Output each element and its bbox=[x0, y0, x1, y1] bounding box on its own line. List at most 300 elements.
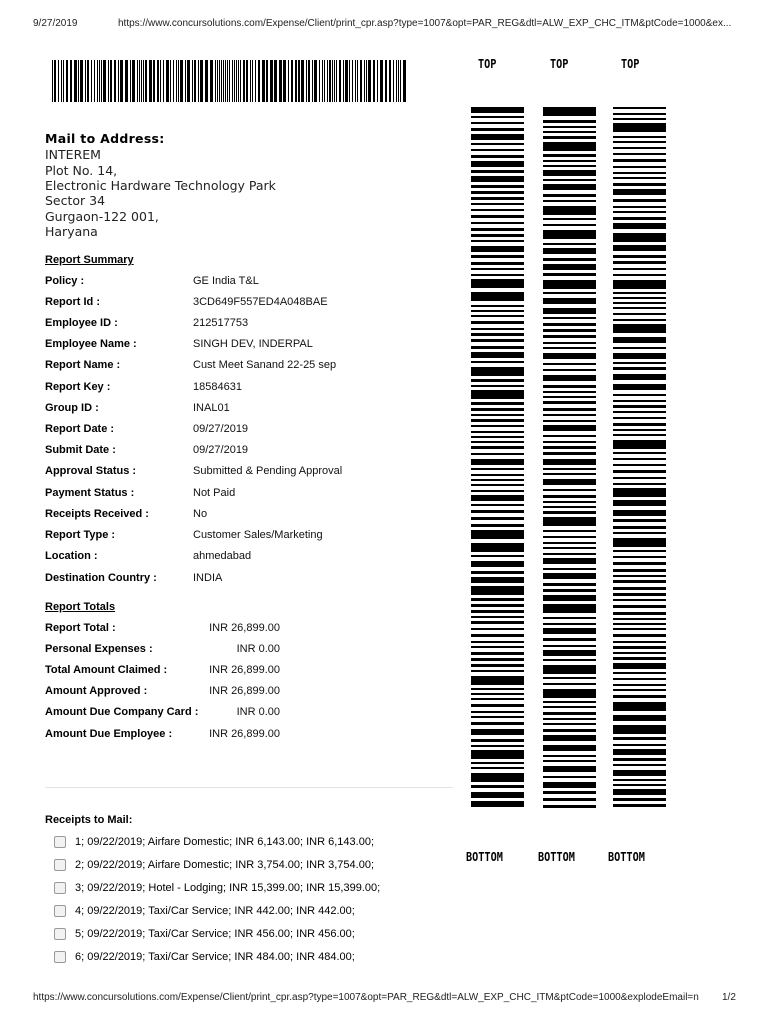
totals-value: INR 0.00 bbox=[236, 706, 280, 718]
barcode-bar bbox=[543, 154, 596, 157]
barcode-bar bbox=[543, 589, 596, 592]
barcode-bar bbox=[471, 292, 524, 301]
barcode-bar bbox=[613, 452, 666, 454]
barcode-bar bbox=[543, 506, 596, 508]
barcode-bar bbox=[613, 245, 666, 251]
barcode-bar bbox=[543, 558, 596, 564]
summary-value: 3CD649F557ED4A048BAE bbox=[193, 296, 328, 308]
barcode-bar bbox=[192, 60, 193, 102]
barcode-bar bbox=[471, 504, 524, 506]
barcode-bar bbox=[471, 658, 524, 661]
barcode-bar bbox=[471, 240, 524, 242]
barcode-bar bbox=[471, 616, 524, 618]
barcode-bar bbox=[471, 698, 524, 700]
barcode-bar bbox=[229, 60, 230, 102]
receipt-item bbox=[54, 859, 374, 871]
totals-value: INR 0.00 bbox=[236, 643, 280, 655]
barcode-bar bbox=[80, 60, 83, 102]
barcode-bar bbox=[471, 621, 524, 624]
barcode-bar bbox=[613, 417, 666, 419]
barcode-bar bbox=[403, 60, 406, 102]
barcode-bar bbox=[613, 562, 666, 565]
barcode-bar bbox=[543, 689, 596, 698]
barcode-bar bbox=[279, 60, 282, 102]
barcode-bar bbox=[380, 60, 383, 102]
barcode-bar bbox=[252, 60, 253, 102]
summary-value: Not Paid bbox=[193, 487, 236, 499]
receipt-checkbox[interactable] bbox=[54, 836, 66, 848]
receipt-checkbox[interactable] bbox=[54, 859, 66, 871]
barcode-bar bbox=[471, 203, 524, 205]
barcode-bar bbox=[543, 170, 596, 176]
barcode-bar bbox=[70, 60, 72, 102]
summary-value: 18584631 bbox=[193, 381, 242, 393]
barcode-bar bbox=[613, 113, 666, 115]
barcode-bar bbox=[613, 297, 666, 299]
barcode-bar bbox=[180, 60, 183, 102]
barcode-bar bbox=[471, 431, 524, 433]
barcode-bar bbox=[471, 510, 524, 513]
summary-label: Payment Status : bbox=[45, 487, 135, 499]
barcode-bar bbox=[471, 116, 524, 118]
barcode-bar bbox=[613, 199, 666, 202]
barcode-bottom-label: BOTTOM bbox=[466, 850, 503, 864]
barcode-bar bbox=[471, 279, 524, 288]
receipt-checkbox[interactable] bbox=[54, 905, 66, 917]
barcode-bar bbox=[543, 353, 596, 359]
barcode-bar bbox=[471, 604, 524, 607]
barcode-bar bbox=[471, 750, 524, 759]
barcode-bar bbox=[471, 767, 524, 769]
barcode-bar bbox=[471, 453, 524, 455]
barcode-bar bbox=[543, 547, 596, 549]
barcode-bar bbox=[389, 60, 391, 102]
barcode-bar bbox=[613, 280, 666, 289]
barcode-bar bbox=[471, 255, 524, 258]
barcode-bar bbox=[471, 379, 524, 382]
barcode-bar bbox=[613, 268, 666, 270]
barcode-bar bbox=[205, 60, 208, 102]
summary-label: Destination Country : bbox=[45, 572, 157, 584]
barcode-bar bbox=[471, 634, 524, 637]
barcode-bar bbox=[613, 374, 666, 380]
barcode-bar bbox=[613, 183, 666, 186]
barcode-top-label: TOP bbox=[550, 57, 569, 71]
barcode-bar bbox=[471, 234, 524, 237]
summary-label: Report Date : bbox=[45, 423, 115, 435]
barcode-bar bbox=[471, 246, 524, 252]
barcode-bar bbox=[349, 60, 350, 102]
summary-label: Report Name : bbox=[45, 359, 121, 371]
barcode-bar bbox=[613, 556, 666, 558]
barcode-bar bbox=[471, 543, 524, 552]
barcode-bar bbox=[613, 206, 666, 208]
barcode-bar bbox=[613, 569, 666, 572]
barcode-bar bbox=[132, 60, 135, 102]
barcode-bar bbox=[185, 60, 186, 102]
barcode-bar bbox=[471, 209, 524, 211]
barcode-bar bbox=[63, 60, 64, 102]
barcode-bar bbox=[238, 60, 239, 102]
barcode-bar bbox=[471, 134, 524, 140]
barcode-bar bbox=[471, 577, 524, 583]
barcode-bar bbox=[471, 490, 524, 492]
barcode-bar bbox=[613, 353, 666, 359]
barcode-bar bbox=[613, 423, 666, 426]
barcode-bar bbox=[613, 177, 666, 179]
barcode-bar bbox=[312, 60, 313, 102]
receipt-checkbox[interactable] bbox=[54, 928, 66, 940]
receipt-checkbox[interactable] bbox=[54, 951, 66, 963]
barcode-bar bbox=[471, 664, 524, 667]
barcode-bar bbox=[613, 789, 666, 795]
barcode-bar bbox=[543, 650, 596, 656]
barcode-bar bbox=[471, 610, 524, 613]
barcode-bar bbox=[368, 60, 371, 102]
barcode-bar bbox=[543, 280, 596, 289]
barcode-bar bbox=[343, 60, 344, 102]
address-line: INTEREM bbox=[45, 147, 101, 162]
barcode-bar bbox=[327, 60, 328, 102]
barcode-bar bbox=[543, 414, 596, 416]
page-number: 1/2 bbox=[722, 992, 736, 1003]
barcode-bar bbox=[471, 414, 524, 416]
barcode-bottom-label: BOTTOM bbox=[608, 850, 645, 864]
barcode-bar bbox=[139, 60, 140, 102]
barcode-bar bbox=[471, 185, 524, 188]
barcode-bar bbox=[613, 123, 666, 132]
barcode-bar bbox=[240, 60, 241, 102]
barcode-bar bbox=[471, 628, 524, 630]
barcode-bar bbox=[99, 60, 100, 102]
barcode-bar bbox=[613, 159, 666, 162]
barcode-bar bbox=[471, 446, 524, 449]
barcode-bar bbox=[471, 688, 524, 690]
barcode-bar bbox=[613, 118, 666, 120]
barcode-bar bbox=[613, 798, 666, 801]
summary-label: Report Key : bbox=[45, 381, 111, 393]
barcode-bar bbox=[471, 479, 524, 481]
barcode-bar bbox=[613, 153, 666, 155]
barcode-bar bbox=[110, 60, 112, 102]
barcode-bar bbox=[613, 618, 666, 620]
barcode-bar bbox=[543, 511, 596, 514]
barcode-bar bbox=[543, 258, 596, 261]
barcode-bar bbox=[471, 739, 524, 742]
barcode-bar bbox=[255, 60, 256, 102]
totals-value: INR 26,899.00 bbox=[209, 685, 280, 697]
barcode-bar bbox=[78, 60, 79, 102]
barcode-bar bbox=[613, 646, 666, 649]
barcode-bar bbox=[118, 60, 119, 102]
barcode-bar bbox=[613, 695, 666, 698]
barcode-bar bbox=[243, 60, 245, 102]
barcode-bar bbox=[74, 60, 77, 102]
barcode-bar bbox=[234, 60, 235, 102]
barcode-bar bbox=[373, 60, 375, 102]
barcode-bar bbox=[613, 313, 666, 315]
barcode-bar bbox=[543, 659, 596, 661]
barcode-bar bbox=[543, 126, 596, 128]
receipt-checkbox[interactable] bbox=[54, 882, 66, 894]
barcode-top-label: TOP bbox=[621, 57, 640, 71]
barcode-bar bbox=[114, 60, 116, 102]
receipt-text: 3; 09/22/2019; Hotel - Lodging; INR 15,399.00; INR 15,399.00; bbox=[75, 882, 381, 894]
barcode-bar bbox=[543, 645, 596, 647]
receipt-text: 5; 09/22/2019; Taxi/Car Service; INR 456.00; INR 456.00; bbox=[75, 928, 355, 940]
barcode-bar bbox=[543, 179, 596, 181]
barcode-bar bbox=[543, 323, 596, 326]
barcode-bar bbox=[613, 394, 666, 396]
barcode-bar bbox=[613, 737, 666, 740]
barcode-bar bbox=[215, 60, 216, 102]
barcode-bar bbox=[225, 60, 226, 102]
receipt-text: 4; 09/22/2019; Taxi/Car Service; INR 442.00; INR 442.00; bbox=[75, 905, 355, 917]
barcode-bar bbox=[157, 60, 159, 102]
barcode-bar bbox=[198, 60, 199, 102]
barcode-bar bbox=[613, 211, 666, 213]
report-barcode bbox=[52, 60, 408, 102]
barcode-bar bbox=[52, 60, 53, 102]
summary-label: Submit Date : bbox=[45, 444, 116, 456]
barcode-bar bbox=[543, 729, 596, 732]
barcode-bar bbox=[295, 60, 297, 102]
barcode-bar bbox=[613, 689, 666, 691]
barcode-bar bbox=[613, 302, 666, 304]
barcode-bar bbox=[543, 420, 596, 422]
barcode-bar bbox=[120, 60, 123, 102]
barcode-bar bbox=[613, 641, 666, 643]
barcode-bar bbox=[66, 60, 68, 102]
barcode-bar bbox=[471, 792, 524, 798]
barcode-bar bbox=[613, 605, 666, 608]
barcode-bar bbox=[543, 435, 596, 437]
barcode-bar bbox=[613, 784, 666, 786]
barcode-bar bbox=[471, 517, 524, 520]
summary-value: Submitted & Pending Approval bbox=[193, 465, 343, 477]
barcode-bar bbox=[137, 60, 138, 102]
barcode-bar bbox=[543, 363, 596, 365]
summary-value: INDIA bbox=[193, 572, 223, 584]
barcode-bar bbox=[471, 436, 524, 438]
barcode-bar bbox=[543, 317, 596, 319]
barcode-bar bbox=[613, 702, 666, 711]
barcode-bar bbox=[543, 441, 596, 443]
barcode-bar bbox=[258, 60, 260, 102]
barcode-bar bbox=[471, 408, 524, 411]
barcode-bar bbox=[471, 716, 524, 718]
barcode-bar bbox=[543, 342, 596, 344]
barcode-bar bbox=[471, 215, 524, 218]
barcode-bar bbox=[471, 122, 524, 124]
barcode-bar bbox=[613, 526, 666, 529]
barcode-bar bbox=[471, 262, 524, 265]
totals-label: Amount Due Company Card : bbox=[45, 706, 199, 718]
barcode-bar bbox=[471, 367, 524, 376]
barcode-bar bbox=[613, 429, 666, 431]
barcode-bar bbox=[471, 801, 524, 807]
barcode-bar bbox=[101, 60, 102, 102]
barcode-bar bbox=[194, 60, 196, 102]
barcode-bar bbox=[543, 683, 596, 685]
barcode-bar bbox=[613, 483, 666, 485]
barcode-bar bbox=[613, 189, 666, 195]
barcode-bar bbox=[543, 782, 596, 788]
barcode-bar bbox=[543, 760, 596, 762]
barcode-bar bbox=[543, 706, 596, 708]
barcode-bar bbox=[246, 60, 248, 102]
barcode-bar bbox=[471, 128, 524, 131]
barcode-bar bbox=[125, 60, 128, 102]
barcode-bar bbox=[613, 347, 666, 349]
barcode-bar bbox=[170, 60, 171, 102]
barcode-bar bbox=[288, 60, 289, 102]
barcode-bar bbox=[613, 715, 666, 721]
barcode-bar bbox=[543, 446, 596, 449]
barcode-bar bbox=[471, 321, 524, 324]
barcode-bottom-label: BOTTOM bbox=[538, 850, 575, 864]
barcode-bar bbox=[471, 729, 524, 735]
barcode-bar bbox=[471, 315, 524, 317]
barcode-bar bbox=[471, 176, 524, 182]
barcode-bar bbox=[543, 473, 596, 475]
barcode-bar bbox=[543, 665, 596, 674]
barcode-bar bbox=[543, 745, 596, 751]
barcode-bar bbox=[543, 224, 596, 226]
barcode-bar bbox=[613, 324, 666, 333]
totals-value: INR 26,899.00 bbox=[209, 664, 280, 676]
barcode-bar bbox=[543, 459, 596, 465]
barcode-bar bbox=[543, 791, 596, 794]
barcode-bar bbox=[301, 60, 304, 102]
print-url-header: https://www.concursolutions.com/Expense/Client/print_cpr.asp?type=1007&opt=PAR_REG&dtl=ALW_EXP_CHC_ITM&ptCode=1000&ex... bbox=[118, 18, 732, 29]
receipt-item bbox=[54, 951, 355, 963]
barcode-bar bbox=[543, 408, 596, 411]
barcode-bar bbox=[471, 676, 524, 685]
barcode-bar bbox=[543, 468, 596, 470]
totals-value: INR 26,899.00 bbox=[209, 728, 280, 740]
barcode-bar bbox=[543, 107, 596, 116]
barcode-bar bbox=[613, 458, 666, 460]
barcode-bar bbox=[324, 60, 325, 102]
barcode-bar bbox=[471, 530, 524, 539]
barcode-bar bbox=[543, 755, 596, 757]
barcode-bar bbox=[352, 60, 353, 102]
barcode-bar bbox=[471, 328, 524, 330]
barcode-bar bbox=[143, 60, 144, 102]
summary-label: Report Id : bbox=[45, 296, 100, 308]
barcode-bar bbox=[471, 762, 524, 764]
barcode-bar bbox=[543, 136, 596, 139]
barcode-bar bbox=[543, 396, 596, 398]
barcode-bar bbox=[543, 347, 596, 349]
summary-label: Employee ID : bbox=[45, 317, 118, 329]
barcode-bar bbox=[613, 319, 666, 321]
barcode-bar bbox=[543, 248, 596, 254]
barcode-bar bbox=[471, 274, 524, 276]
barcode-bar bbox=[613, 634, 666, 637]
barcode-bar bbox=[613, 434, 666, 436]
summary-value: 09/27/2019 bbox=[193, 423, 249, 435]
barcode-bar bbox=[108, 60, 109, 102]
summary-value: ahmedabad bbox=[193, 550, 252, 562]
barcode-bar bbox=[160, 60, 161, 102]
barcode-bar bbox=[543, 536, 596, 538]
print-url-footer: https://www.concursolutions.com/Expense/Client/print_cpr.asp?type=1007&opt=PAR_REG&dtl=ALW_EXP_CHC_ITM&ptCode=1000&explodeEmail=n bbox=[33, 992, 699, 1003]
barcode-bar bbox=[471, 402, 524, 405]
barcode-bar bbox=[471, 773, 524, 782]
barcode-bar bbox=[613, 575, 666, 577]
barcode-bar bbox=[471, 785, 524, 788]
barcode-bar bbox=[471, 670, 524, 672]
barcode-bar bbox=[613, 362, 666, 364]
barcode-bar bbox=[471, 484, 524, 486]
barcode-bar bbox=[471, 385, 524, 387]
barcode-bar bbox=[471, 346, 524, 349]
barcode-bar bbox=[543, 308, 596, 314]
barcode-bar bbox=[306, 60, 307, 102]
barcode-bar bbox=[319, 60, 320, 102]
barcode-bar bbox=[471, 197, 524, 200]
barcode-bar bbox=[393, 60, 394, 102]
barcode-bar bbox=[613, 599, 666, 601]
barcode-bar bbox=[141, 60, 142, 102]
barcode-bar bbox=[471, 598, 524, 601]
summary-value: 212517753 bbox=[193, 317, 249, 329]
barcode-bar bbox=[217, 60, 218, 102]
barcode-bar bbox=[471, 474, 524, 476]
barcode-bar bbox=[613, 652, 666, 654]
barcode-bar bbox=[471, 390, 524, 399]
barcode-bar bbox=[613, 261, 666, 264]
barcode-bar bbox=[613, 628, 666, 630]
barcode-bar bbox=[543, 369, 596, 371]
totals-label: Report Total : bbox=[45, 622, 116, 634]
barcode-bar bbox=[613, 274, 666, 276]
barcode-bar bbox=[471, 352, 524, 358]
section-divider bbox=[45, 787, 453, 788]
barcode-bar bbox=[103, 60, 106, 102]
barcode-bar bbox=[178, 60, 179, 102]
barcode-bar bbox=[471, 555, 524, 557]
barcode-bar bbox=[613, 172, 666, 174]
barcode-bar bbox=[471, 149, 524, 151]
barcode-bar bbox=[543, 142, 596, 151]
barcode-bar bbox=[543, 501, 596, 503]
barcode-bar bbox=[200, 60, 203, 102]
barcode-bar bbox=[543, 184, 596, 190]
barcode-bar bbox=[329, 60, 331, 102]
vertical-barcode bbox=[471, 107, 524, 812]
barcode-bar bbox=[543, 375, 596, 381]
barcode-bar bbox=[613, 440, 666, 449]
summary-value: SINGH DEV, INDERPAL bbox=[193, 338, 313, 350]
barcode-bar bbox=[398, 60, 399, 102]
barcode-bar bbox=[543, 243, 596, 245]
barcode-bar bbox=[613, 580, 666, 583]
barcode-bar bbox=[543, 452, 596, 455]
barcode-bar bbox=[543, 718, 596, 720]
barcode-bar bbox=[543, 542, 596, 544]
summary-value: Customer Sales/Marketing bbox=[193, 529, 323, 541]
barcode-bar bbox=[613, 593, 666, 596]
barcode-bar bbox=[471, 107, 524, 113]
receipt-item bbox=[54, 905, 355, 917]
barcode-bar bbox=[471, 646, 524, 648]
receipt-item bbox=[54, 928, 355, 940]
barcode-bar bbox=[613, 400, 666, 402]
barcode-bar bbox=[543, 553, 596, 555]
